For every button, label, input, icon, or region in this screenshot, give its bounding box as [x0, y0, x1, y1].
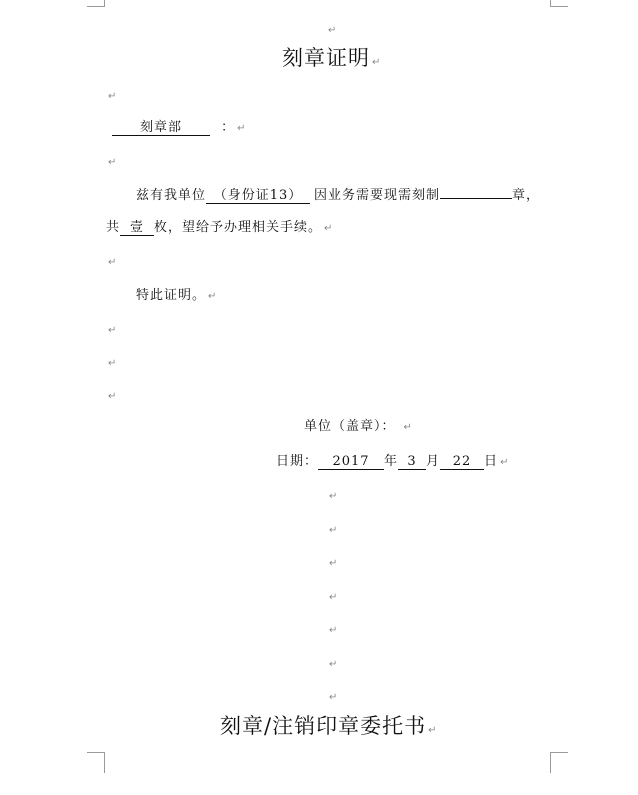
paragraph-mark-icon: ↵: [329, 558, 338, 569]
paragraph-mark-icon: ↵: [329, 625, 338, 636]
paragraph-mark-icon: ↵: [108, 157, 117, 168]
paragraph-mark-icon: ↵: [208, 291, 218, 302]
paragraph-mark-icon: ↵: [329, 692, 338, 703]
paragraph-mark-icon: ↵: [500, 457, 510, 468]
page-title[interactable]: [282, 42, 381, 72]
addressee-name[interactable]: 刻章部: [112, 120, 210, 136]
stamp-count-field[interactable]: 壹: [120, 220, 154, 236]
closing-text: 特此证明。: [136, 288, 207, 303]
empty-paragraph: [106, 250, 116, 269]
empty-paragraph: [326, 18, 336, 37]
date-label: 日期：: [276, 454, 319, 469]
paragraph-mark-icon: ↵: [329, 592, 338, 603]
title-text: 刻章证明: [282, 46, 370, 70]
empty-paragraph: [106, 384, 116, 403]
paragraph-mark-icon: ↵: [237, 123, 247, 134]
paragraph-mark-icon: ↵: [372, 57, 382, 68]
crop-mark-bottom-right: [550, 752, 568, 773]
empty-paragraph: [327, 618, 337, 637]
signature-unit-line[interactable]: [304, 415, 413, 434]
empty-paragraph: [327, 551, 337, 570]
paragraph-mark-icon: ↵: [403, 422, 413, 433]
paragraph-mark-icon: ↵: [329, 659, 338, 670]
empty-paragraph: [106, 150, 116, 169]
day-field[interactable]: 22: [440, 454, 484, 470]
closing-line[interactable]: [136, 284, 217, 303]
month-field[interactable]: 3: [398, 454, 426, 470]
empty-paragraph: [106, 318, 116, 337]
day-suffix: 日: [484, 454, 499, 469]
paragraph-mark-icon: ↵: [324, 223, 334, 234]
stamp-name-field[interactable]: [440, 183, 512, 199]
paragraph-mark-icon: ↵: [108, 358, 117, 369]
paragraph-mark-icon: ↵: [328, 25, 337, 36]
body-line-2[interactable]: [106, 216, 333, 236]
empty-paragraph: [327, 652, 337, 671]
empty-paragraph: [327, 585, 337, 604]
body-line1-prefix: 兹有我单位: [136, 188, 207, 203]
date-line[interactable]: [276, 450, 509, 470]
empty-paragraph: [327, 484, 337, 503]
empty-paragraph: [327, 685, 337, 704]
empty-paragraph: [106, 84, 116, 103]
crop-mark-bottom-left: [87, 752, 105, 773]
paragraph-mark-icon: ↵: [108, 325, 117, 336]
next-section-title[interactable]: [220, 710, 437, 740]
addressee-line[interactable]: [112, 116, 247, 136]
year-field[interactable]: 2017: [318, 454, 384, 470]
next-title-text: 刻章/注销印章委托书: [220, 714, 427, 738]
unit-name-field[interactable]: （身份证13）: [206, 188, 310, 204]
body-line-1[interactable]: [136, 183, 540, 204]
crop-mark-top-left: [87, 0, 105, 7]
body-line2-prefix: 共: [106, 220, 121, 235]
empty-paragraph: [327, 518, 337, 537]
unit-label: 单位（盖章）：: [304, 419, 396, 434]
paragraph-mark-icon: ↵: [329, 525, 338, 536]
body-line1-mid: 因业务需要现需刻制: [314, 188, 441, 203]
addressee-colon: ：: [221, 120, 236, 135]
paragraph-mark-icon: ↵: [108, 391, 117, 402]
paragraph-mark-icon: ↵: [329, 491, 338, 502]
year-suffix: 年: [384, 454, 399, 469]
paragraph-mark-icon: ↵: [108, 91, 117, 102]
month-suffix: 月: [426, 454, 441, 469]
paragraph-mark-icon: ↵: [428, 725, 438, 736]
body-line1-suffix: 章，: [512, 188, 541, 203]
crop-mark-top-right: [550, 0, 568, 7]
empty-paragraph: [106, 351, 116, 370]
body-line2-suffix: 枚，望给予办理相关手续。: [154, 220, 323, 235]
paragraph-mark-icon: ↵: [108, 257, 117, 268]
